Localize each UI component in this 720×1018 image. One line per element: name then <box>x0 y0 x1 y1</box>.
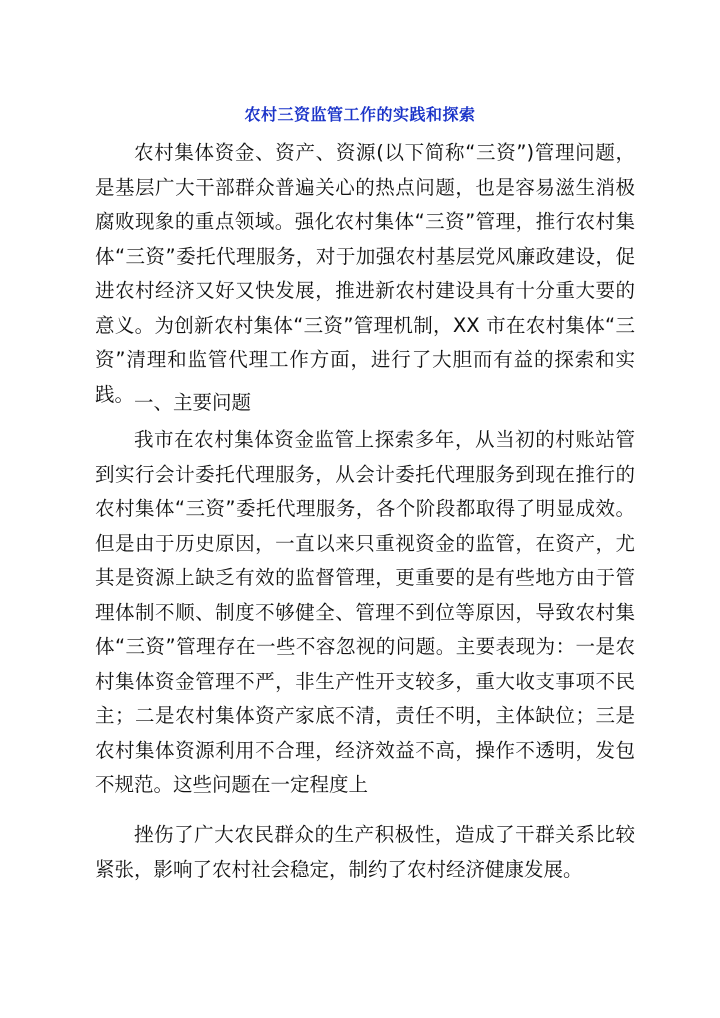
paragraph-impact <box>95 818 635 887</box>
paragraph-problems <box>95 423 635 803</box>
section-heading <box>95 386 635 421</box>
paragraph-text: 挫伤了广大农民群众的生产积极性，造成了干群关系比较紧张，影响了农村社会稳定，制约了农村经济健康发展。 <box>95 823 635 881</box>
document-title: 农村三资监管工作的实践和探索 <box>244 105 476 124</box>
section-heading-text: 一、主要问题 <box>134 391 252 414</box>
paragraph-intro <box>95 136 635 412</box>
paragraph-text: 农村集体资金、资产、资源(以下简称“三资”)管理问题，是基层广大干部群众普遍关心的热点问题，也是容易滋生消极腐败现象的重点领域。强化农村集体“三资”管理，推行农村集体“三资”委托代理服务，对于加强农村基层党风廉政建设，促进农村经济又好又快发展，推进新农村建设具有十分重大要的意义。为创新农村集体“三资”管理机制，XX 市在农村集体“三资”清理和监管代理工作方面，进行了大胆而有益的探索和实践。 <box>95 141 635 406</box>
paragraph-text: 我市在农村集体资金监管上探索多年，从当初的村账站管到实行会计委托代理服务，从会计委托代理服务到现在推行的农村集体“三资”委托代理服务，各个阶段都取得了明显成效。但是由于历史原因，一直以来只重视资金的监管，在资产，尤其是资源上缺乏有效的监督管理，更重要的是有些地方由于管理体制不顺、制度不够健全、管理不到位等原因，导致农村集体“三资”管理存在一些不容忽视的问题。主要表现为：一是农村集体资金管理不严，非生产性开支较多，重大收支事项不民主；二是农村集体资产家底不清，责任不明，主体缺位；三是农村集体资源利用不合理，经济效益不高，操作不透明，发包不规范。这些问题在一定程度上 <box>95 428 635 796</box>
